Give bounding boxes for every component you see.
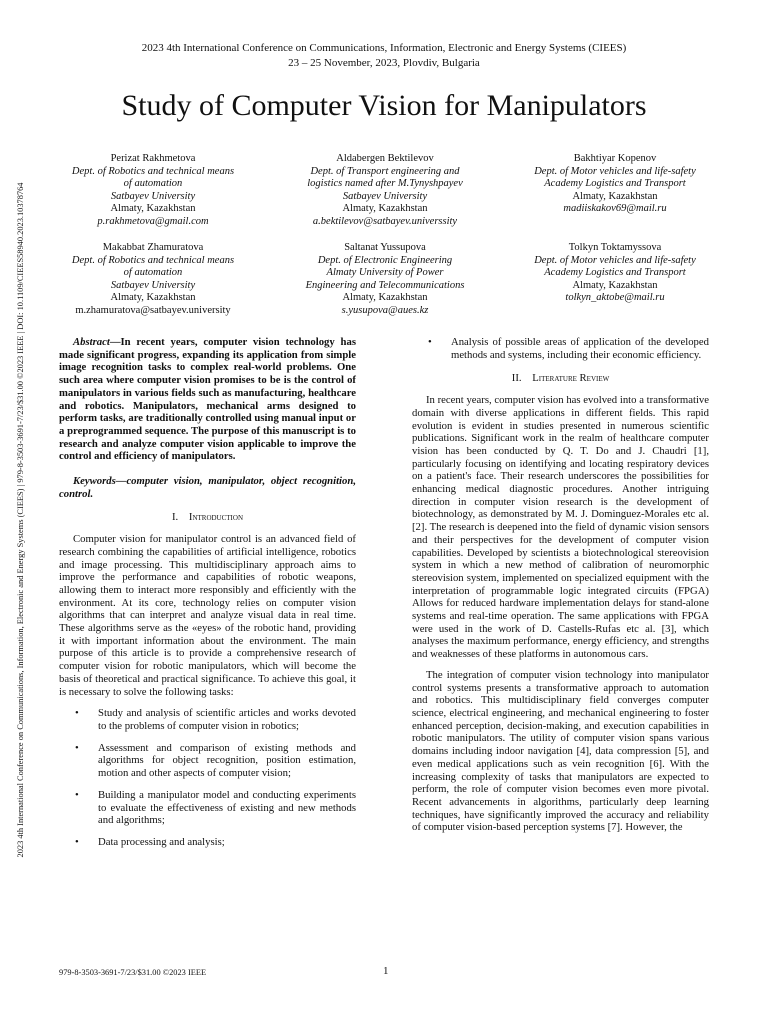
bullet-icon: • bbox=[75, 788, 79, 801]
author-name: Bakhtiyar Kopenov bbox=[573, 153, 657, 164]
left-column bbox=[59, 336, 356, 849]
author-name: Aldabergen Bektilevov bbox=[336, 153, 434, 164]
list-item: • Study and analysis of scientific articles and works devoted to the problems of computer vision in robotics; bbox=[75, 707, 356, 732]
keywords-text: computer vision, manipulator, object recognition, control. bbox=[59, 475, 356, 500]
abstract-text: In recent years, computer vision technology has made significant progress, expanding its application from simple image recognition tasks to complex real-world problems. One such area where computer vision promises to be is the control of manipulators in various fields such as manufacturing, healthcare and robotics. Manipulators, mechanical arms designed to perform tasks, are traditionally controlled using manual input or a preprogrammed sequence. The purpose of this manuscript is to research and analyze computer vision applicable to improve the control and efficiency of manipulators. bbox=[59, 336, 356, 463]
author-block bbox=[270, 153, 500, 229]
author-dept: Academy Logistics and Transport bbox=[544, 178, 686, 190]
footer-copyright: 979-8-3503-3691-7/23/$31.00 ©2023 IEEE bbox=[59, 968, 207, 977]
list-item: • Data processing and analysis; bbox=[75, 835, 225, 848]
author-name: Saltanat Yussupova bbox=[344, 242, 426, 253]
author-university: Satbayev University bbox=[110, 190, 196, 202]
author-email[interactable]: p.rakhmetova@gmail.com bbox=[97, 215, 209, 227]
right-column bbox=[412, 336, 709, 834]
keywords bbox=[59, 475, 356, 500]
abstract-label: Abstract bbox=[73, 336, 110, 348]
bullet-icon: • bbox=[428, 336, 432, 348]
keywords-label: Keywords bbox=[73, 475, 116, 488]
conference-title: 2023 4th International Conference on Communications, Information, Electronic and Energy Systems (CIEES) bbox=[141, 42, 627, 54]
author-dept: Dept. of Robotics and technical means bbox=[71, 165, 235, 177]
author-city: Almaty, Kazakhstan bbox=[572, 279, 658, 291]
list-item: • Analysis of possible areas of application of the developed methods and systems, including their economic efficiency. bbox=[428, 336, 709, 361]
list-item: • Assessment and comparison of existing methods and algorithms for object recognition, position estimation, motion and other aspects of computer vision; bbox=[75, 741, 356, 780]
task-list-continued bbox=[412, 336, 709, 361]
author-dept: Dept. of Robotics and technical means bbox=[71, 254, 235, 266]
author-university: Satbayev University bbox=[342, 190, 428, 202]
abstract bbox=[59, 336, 356, 463]
author-dept: Dept. of Motor vehicles and life-safety bbox=[534, 254, 696, 266]
literature-paragraph: The integration of computer vision technology into manipulator control systems presents a transformative approach to automation and robotics. This multidisciplinary field converges computer science, electrical engineering, and mechanical engineering to foster enhanced perception, decision-making, and execution capabilities in robotic manipulators. The utility of computer vision spans various domains including indoor navigation [4], data compression [5], and even medical applications such as vein recognition [6]. With the increasing complexity of tasks that manipulators are expected to perform, the role of computer vision becomes even more pivotal. Recent advancements in algorithms, particularly deep learning techniques, have significantly improved the accuracy and reliability of computer vision-based perception systems [7]. However, the bbox=[412, 668, 709, 834]
author-name: Tolkyn Toktamyssova bbox=[568, 242, 662, 253]
list-item: • Building a manipulator model and conducting experiments to evaluate the effectiveness of existing and new methods and algorithms; bbox=[75, 788, 356, 827]
paper-title: Study of Computer Vision for Manipulators bbox=[121, 89, 647, 122]
page-number: 1 bbox=[383, 965, 389, 977]
conference-dates: 23 – 25 November, 2023, Plovdiv, Bulgaria bbox=[288, 57, 480, 69]
author-city: Almaty, Kazakhstan bbox=[110, 203, 196, 215]
author-dept: Dept. of Transport engineering and bbox=[310, 165, 460, 177]
author-email[interactable]: tolkyn_aktobe@mail.ru bbox=[565, 292, 665, 304]
author-block bbox=[500, 242, 730, 305]
author-block bbox=[270, 242, 500, 318]
author-email[interactable]: m.zhamuratova@satbayev.university bbox=[75, 304, 231, 316]
author-block bbox=[38, 242, 268, 318]
author-dept: of automation bbox=[123, 267, 183, 279]
intro-paragraph: Computer vision for manipulator control is an advanced field of research combining the capabilities of artificial intelligence, robotics and image processing. This multidisciplinary approach aims to improve the performance and capabilities of robotic weapons, allowing them to interact more responsibly and efficiently with the environment. At its core, technology relies on computer vision algorithms that can interpret and analyze visual data in real time. These algorithms serve as the «eyes» of the robotic hand, providing it with important information about the environment. The main purpose of this article is to provide a comprehensive research of computer vision for robotic manipulators, which will become the basis of theoretical and practical significance. To achieve this goal, it is necessary to solve the following tasks: bbox=[59, 533, 356, 698]
section-heading-literature bbox=[412, 372, 709, 385]
keywords-dash: — bbox=[115, 475, 127, 488]
section-number: II. bbox=[511, 372, 522, 385]
author-block bbox=[38, 153, 268, 229]
author-dept: Dept. of Motor vehicles and life-safety bbox=[534, 165, 696, 177]
author-city: Almaty, Kazakhstan bbox=[572, 190, 658, 202]
bullet-icon: • bbox=[75, 707, 79, 720]
author-block bbox=[500, 153, 730, 216]
author-university: Satbayev University bbox=[110, 279, 196, 291]
sidebar-doi-text: 2023 4th International Conference on Communications, Information, Electronic and Energy Systems (CIEES) | 979-8-3503-3691-7/23/$31.00 ©2023 IEEE | DOI: 10.1109/CIEES58940.2023.10378764 bbox=[16, 182, 25, 858]
bullet-icon: • bbox=[75, 835, 79, 848]
section-number: I. bbox=[171, 511, 179, 524]
section-title: Literature Review bbox=[532, 372, 610, 385]
author-dept: logistics named after M.Tynyshpayev bbox=[307, 178, 463, 190]
author-dept: Dept. of Electronic Engineering bbox=[317, 254, 453, 266]
author-name: Perizat Rakhmetova bbox=[110, 153, 196, 164]
conference-header bbox=[0, 41, 768, 71]
author-email[interactable]: a.bektilevov@satbayev.universsity bbox=[312, 215, 458, 227]
bullet-icon: • bbox=[75, 741, 79, 754]
abstract-dash: — bbox=[109, 336, 121, 348]
author-city: Almaty, Kazakhstan bbox=[342, 203, 428, 215]
author-city: Almaty, Kazakhstan bbox=[110, 292, 196, 304]
author-dept: of automation bbox=[123, 178, 183, 190]
author-city: Almaty, Kazakhstan bbox=[342, 292, 428, 304]
section-heading-introduction bbox=[59, 511, 356, 524]
sidebar-doi bbox=[12, 120, 30, 920]
author-dept: Almaty University of Power bbox=[326, 267, 444, 279]
author-email[interactable]: madiiskakov69@mail.ru bbox=[563, 203, 667, 215]
literature-paragraph: In recent years, computer vision has evolved into a transformative domain with diverse applications in different fields. This rapid evolution is evident in studies presented in numerous scientific publications. Significant work in the realm of healthcare computer vision has been conducted by Q. T. Do and J. Chaudri [1], particularly focusing on identifying and locating respiratory devices on a patient's face. Their research underscores the possibilities for enhancing medical diagnostic procedures. Another intriguing direction in computer vision research is the development of biotechnology, as demonstrated by M. J. Dominguez-Morales etc al. [2]. The research is deepened into the field of dynamic vision sensors and their perspectives for the development of computer vision capabilities. Developed by scientists a biotechnological stereovision system in which a new method of calibration of neuromorphic stereovision system, implemented on specialized equipment with the interpretation of programmable logic integrated circuits (FPGA) Allows for reduced hardware implementation delays for stand-alone systems and real-time operation. The same applications with FPGA were used in the work of D. Castells-Rufas etc al. [3], which analyses the maximum performance, energy efficiency, and strengths and weaknesses of these platforms in autonomous cars. bbox=[412, 394, 709, 661]
author-name: Makabbat Zhamuratova bbox=[102, 242, 204, 253]
section-title: Introduction bbox=[188, 511, 244, 524]
author-dept: Academy Logistics and Transport bbox=[544, 267, 686, 279]
author-email[interactable]: s.yusupova@aues.kz bbox=[341, 304, 429, 316]
author-university: Engineering and Telecommunications bbox=[305, 279, 465, 291]
task-list bbox=[59, 707, 356, 848]
